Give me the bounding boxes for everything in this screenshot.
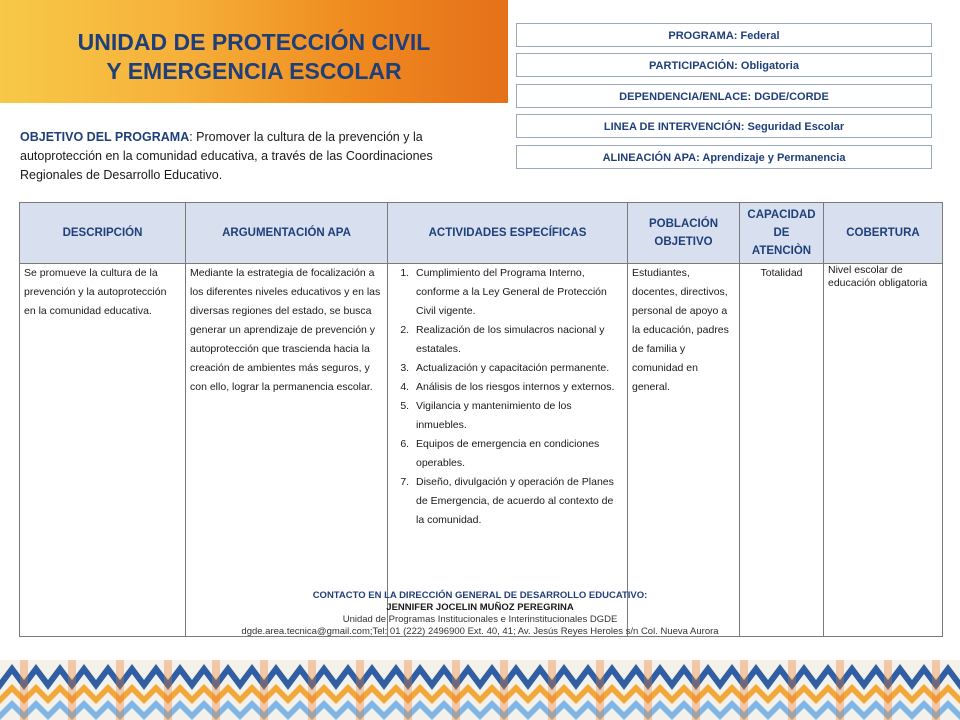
cell-capacidad: Totalidad [740, 264, 824, 637]
contact-unit: Unidad de Programas Institucionales e Interinstitucionales DGDE [342, 614, 618, 625]
decorative-pattern-band [0, 660, 960, 720]
header-descripcion: DESCRIPCIÓN [20, 203, 186, 264]
activity-item: 2. Realización de los simulacros nacional y estatales. [412, 321, 623, 359]
cell-actividades [388, 264, 628, 637]
activity-item: 3. Actualización y capacitación permanente. [412, 359, 623, 378]
objective-label: OBJETIVO DEL PROGRAMA [20, 130, 190, 144]
chip-participacion: PARTICIPACIÓN: Obligatoria [516, 53, 932, 77]
cell-cobertura: Nivel escolar de educación obligatoria [824, 264, 943, 637]
header-capacidad-de-atencion: CAPACIDAD DE ATENCIÒN [740, 203, 824, 264]
chip-dependencia: DEPENDENCIA/ENLACE: DGDE/CORDE [516, 84, 932, 108]
objective-text: : Promover la cultura de la prevención y la autoprotección en la comunidad educativa, a través de las Coordinaciones Regionales de Desarrollo Educativo. [20, 130, 433, 182]
chip-programa: PROGRAMA: Federal [516, 23, 932, 47]
activity-item: 7. Diseño, divulgación y operación de Planes de Emergencia, de acuerdo al contexto de la comunidad. [412, 473, 623, 530]
cell-poblacion: Estudiantes, docentes, directivos, personal de apoyo a la educación, padres de familia y comunidad en general. [628, 264, 740, 637]
activity-item: 5. Vigilancia y mantenimiento de los inmuebles. [412, 397, 623, 435]
page-title-line-1: UNIDAD DE PROTECCIÓN CIVIL [77, 29, 431, 55]
chip-linea-intervencion: LINEA DE INTERVENCIÓN: Seguridad Escolar [516, 114, 932, 138]
contact-heading: CONTACTO EN LA DIRECCIÓN GENERAL DE DESARROLLO EDUCATIVO: [312, 590, 648, 601]
activity-item: 1. Cumplimiento del Programa Interno, conforme a la Ley General de Protección Civil vigente. [412, 264, 623, 321]
chip-alineacion-apa: ALINEACIÓN APA: Aprendizaje y Permanencia [516, 145, 932, 169]
header-argumentacion-apa: ARGUMENTACIÓN APA [186, 203, 388, 264]
contact-block [0, 590, 960, 638]
header-cobertura: COBERTURA [824, 203, 943, 264]
cell-descripcion: Se promueve la cultura de la prevención y la autoprotección en la comunidad educativa. [20, 264, 186, 637]
contact-details: dgde.area.tecnica@gmail.com;Tel: 01 (222) 2496900 Ext. 40, 41; Av. Jesús Reyes Heroles s/n Col. Nueva Aurora [241, 626, 719, 637]
page-title [0, 28, 508, 86]
table-header-row [20, 203, 943, 264]
program-table [19, 202, 943, 637]
activities-list [392, 264, 623, 530]
header-actividades-especificas: ACTIVIDADES ESPECÍFICAS [388, 203, 628, 264]
header-poblacion-objetivo: POBLACIÓN OBJETIVO [628, 203, 740, 264]
contact-name: JENNIFER JOCELIN MUÑOZ PEREGRINA [386, 602, 574, 613]
activity-item: 6. Equipos de emergencia en condiciones operables. [412, 435, 623, 473]
page-title-line-2: Y EMERGENCIA ESCOLAR [106, 58, 402, 84]
program-objective [20, 128, 490, 185]
cell-argumentacion: Mediante la estrategia de focalización a los diferentes niveles educativos y en las diversas regiones del estado, se busca generar un aprendizaje de prevención y autoprotección que trascienda hacia la creación de ambientes más seguros, y con ello, lograr la permanencia escolar. [186, 264, 388, 637]
table-row [20, 264, 943, 637]
activity-item: 4. Análisis de los riesgos internos y externos. [412, 378, 623, 397]
